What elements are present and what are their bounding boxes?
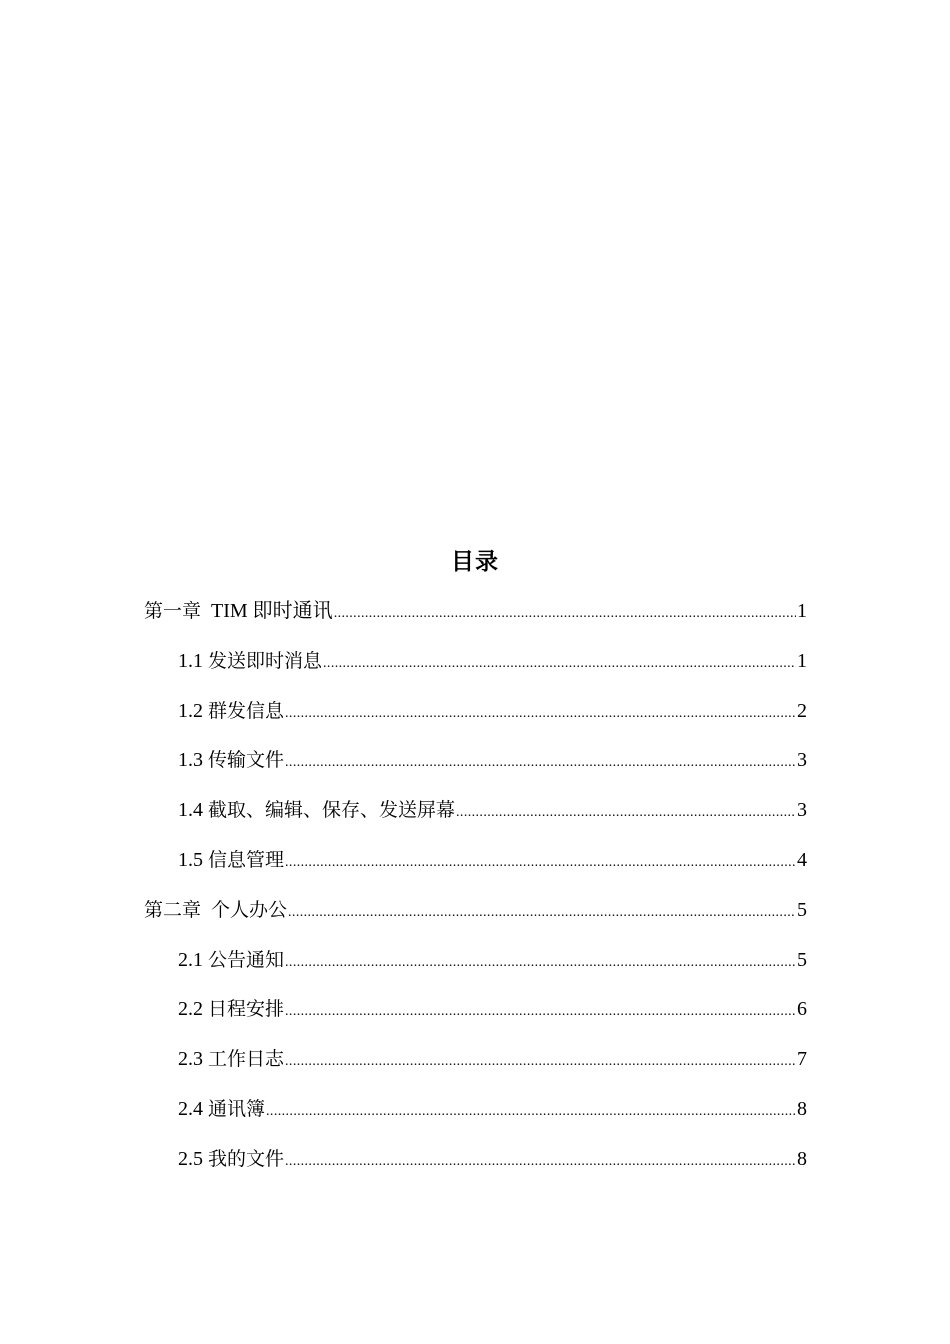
dot-leader [288, 895, 796, 931]
toc-entry-label: 第一章 TIM 即时通讯 [144, 600, 333, 622]
dot-leader [285, 1044, 796, 1080]
toc-entry-label: 1.5 信息管理 [178, 848, 285, 871]
toc-entry-1-4[interactable] [144, 792, 807, 842]
toc-page-number: 7 [797, 1048, 807, 1071]
toc-entry-label: 第二章 个人办公 [144, 898, 288, 921]
dot-leader [285, 845, 796, 881]
toc-entry-chapter-2[interactable] [144, 892, 807, 942]
dot-leader [266, 1094, 796, 1130]
toc-page-number: 1 [797, 600, 807, 622]
toc-entry-2-1[interactable] [144, 942, 807, 992]
dot-leader [285, 994, 796, 1030]
toc-page-number: 5 [797, 948, 807, 971]
toc-page-number: 8 [797, 1147, 807, 1170]
dot-leader [323, 646, 796, 682]
toc-entry-2-5[interactable] [144, 1141, 807, 1191]
toc-entry-1-2[interactable] [144, 693, 807, 743]
toc-entry-label: 1.1 发送即时消息 [178, 649, 323, 672]
toc-entry-1-3[interactable] [144, 742, 807, 792]
toc-entry-label: 1.4 截取、编辑、保存、发送屏幕 [178, 799, 456, 822]
toc-page-number: 8 [797, 1097, 807, 1120]
toc-page-number: 5 [797, 898, 807, 921]
toc-entry-1-5[interactable] [144, 842, 807, 892]
dot-leader [285, 745, 796, 781]
toc-page-number: 2 [797, 699, 807, 722]
toc-title: 目录 [451, 549, 499, 575]
toc-entry-1-1[interactable] [144, 643, 807, 693]
toc-page-number: 6 [797, 998, 807, 1021]
toc-entry-label: 2.1 公告通知 [178, 948, 285, 971]
dot-leader [285, 945, 796, 981]
toc-entry-chapter-1[interactable] [144, 593, 807, 643]
toc-entry-2-2[interactable] [144, 991, 807, 1041]
dot-leader [334, 596, 796, 632]
toc-page-number: 3 [797, 749, 807, 772]
toc-entry-label: 2.2 日程安排 [178, 998, 285, 1021]
dot-leader [456, 795, 796, 831]
toc-entry-2-4[interactable] [144, 1091, 807, 1141]
toc-page-number: 3 [797, 799, 807, 822]
toc-entry-label: 2.4 通讯簿 [178, 1097, 266, 1120]
toc-list [144, 593, 807, 1191]
toc-entry-label: 2.5 我的文件 [178, 1147, 285, 1170]
toc-entry-label: 1.2 群发信息 [178, 699, 285, 722]
toc-entry-label: 2.3 工作日志 [178, 1048, 285, 1071]
dot-leader [285, 696, 796, 732]
toc-page-number: 4 [797, 848, 807, 871]
toc-entry-2-3[interactable] [144, 1041, 807, 1091]
dot-leader [285, 1144, 796, 1180]
toc-page-number: 1 [797, 649, 807, 672]
toc-entry-label: 1.3 传输文件 [178, 749, 285, 772]
